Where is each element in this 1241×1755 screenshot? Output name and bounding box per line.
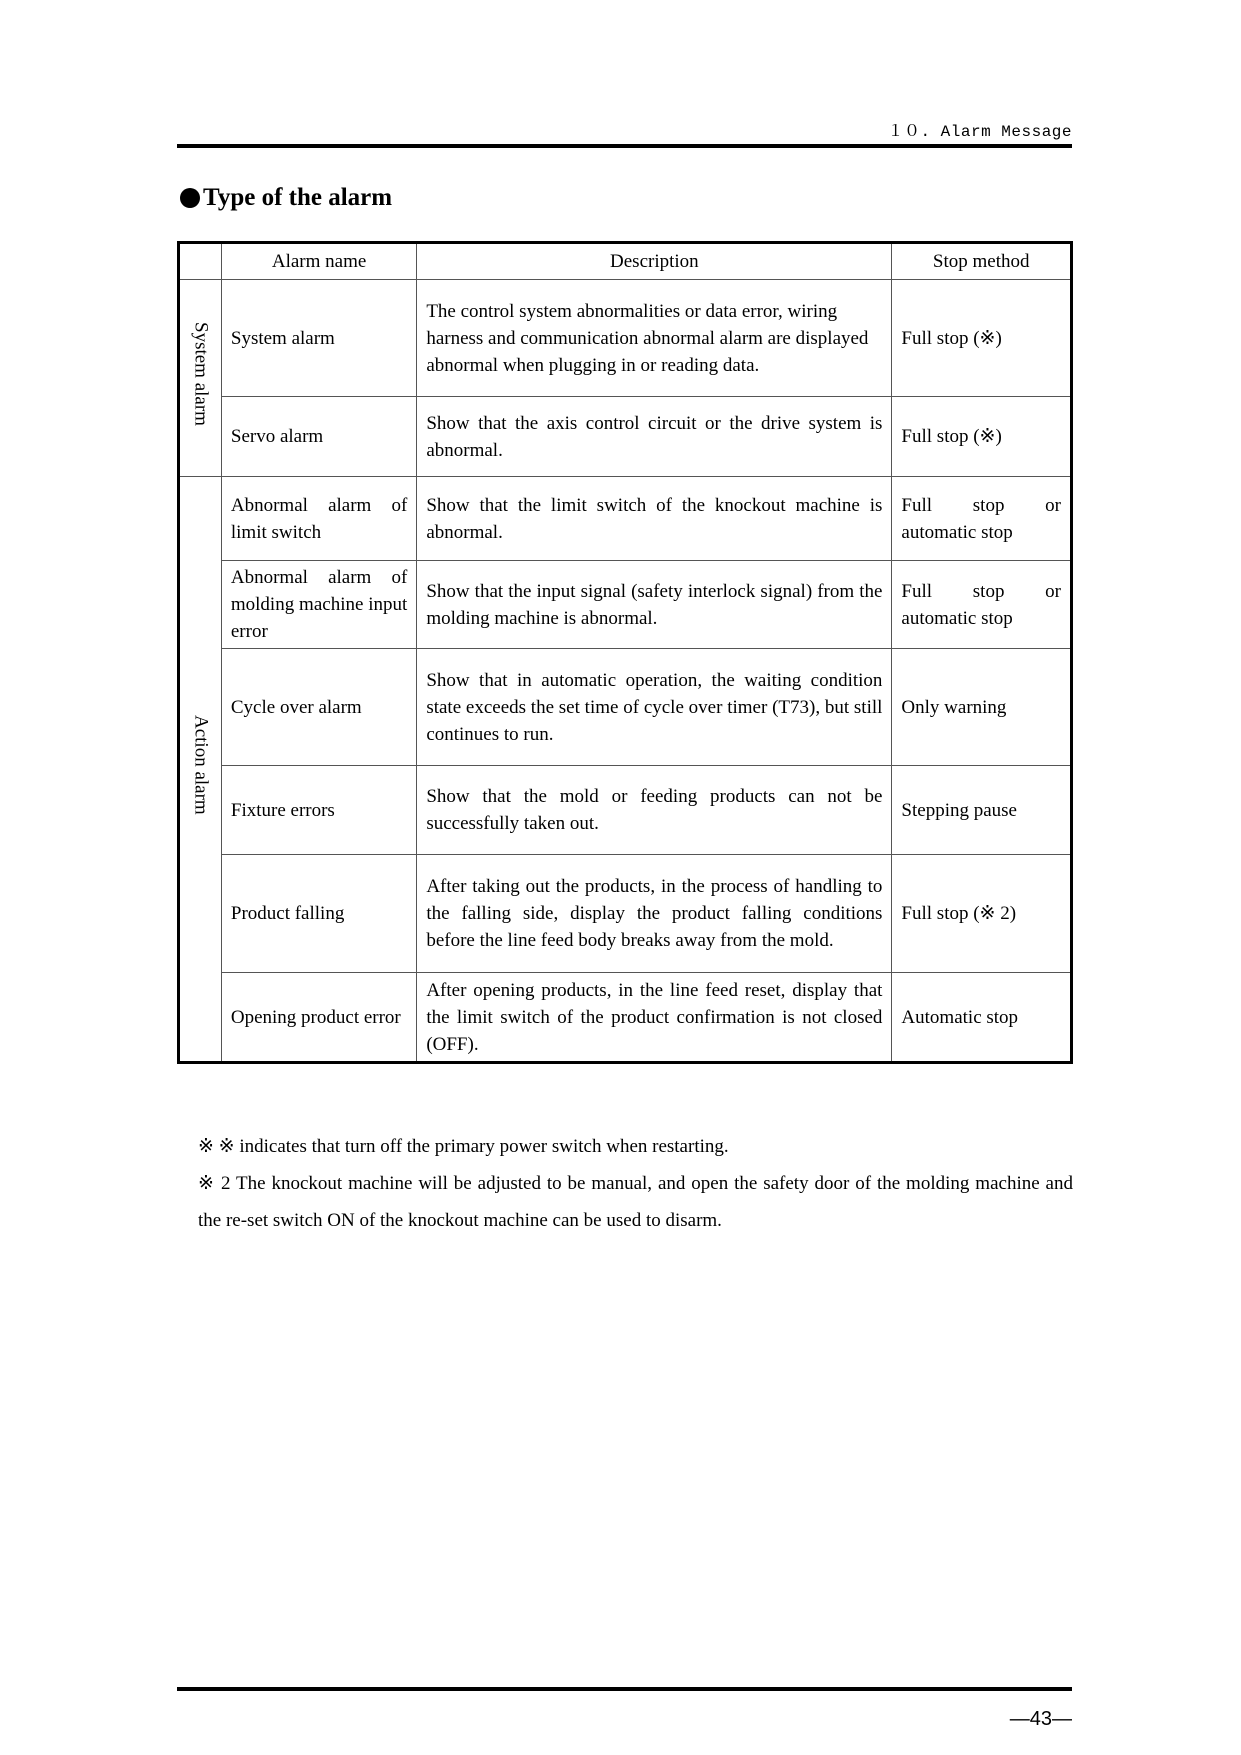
alarm-name-cell: Servo alarm: [221, 397, 416, 477]
category-label: System alarm: [190, 322, 212, 426]
alarm-name-cell: Fixture errors: [221, 766, 416, 855]
footnotes: [198, 1128, 1073, 1239]
section-title: [180, 184, 392, 212]
category-action-alarm: [179, 477, 222, 1063]
stop-method-cell: Full stop (※): [892, 397, 1072, 477]
description-cell: Show that the mold or feeding products can not be successfully taken out.: [417, 766, 892, 855]
stop-method-cell: Stepping pause: [892, 766, 1072, 855]
stop-method-cell: Full stop (※): [892, 280, 1072, 397]
section-title-text: Type of the alarm: [203, 184, 393, 211]
category-system-alarm: [179, 280, 222, 477]
description-cell: Show that the limit switch of the knockout machine is abnormal.: [417, 477, 892, 561]
table-row: [179, 561, 1072, 649]
description-cell: Show that in automatic operation, the waiting condition state exceeds the set time of cycle over timer (T73), but still continues to run.: [417, 649, 892, 766]
stop-method-cell: Only warning: [892, 649, 1072, 766]
table-row: [179, 397, 1072, 477]
category-label: Action alarm: [190, 715, 212, 815]
header-rule: [177, 144, 1072, 148]
table-header-row: [179, 243, 1072, 280]
table-row: [179, 280, 1072, 397]
stop-method-cell: Automatic stop: [892, 973, 1072, 1063]
table-row: [179, 973, 1072, 1063]
stop-method-cell: Full stop (※ 2): [892, 855, 1072, 973]
description-cell: Show that the input signal (safety interlock signal) from the molding machine is abnormal.: [417, 561, 892, 649]
table-row: [179, 855, 1072, 973]
footnote-1: ※ ※ indicates that turn off the primary power switch when restarting.: [198, 1136, 729, 1157]
column-header-alarm-name: Alarm name: [221, 243, 416, 280]
bullet-icon: [180, 188, 200, 208]
table-row: [179, 649, 1072, 766]
description-cell: After opening products, in the line feed reset, display that the limit switch of the product confirmation is not closed (OFF).: [417, 973, 892, 1063]
alarm-name-cell: Product falling: [221, 855, 416, 973]
table-row: [179, 766, 1072, 855]
page-number: —43—: [1009, 1708, 1072, 1730]
alarm-name-cell: Cycle over alarm: [221, 649, 416, 766]
column-header-description: Description: [417, 243, 892, 280]
alarm-name-cell: System alarm: [221, 280, 416, 397]
column-header-stop-method: Stop method: [892, 243, 1072, 280]
stop-method-cell: Full stop or automatic stop: [892, 477, 1072, 561]
alarm-type-table: [177, 241, 1073, 1064]
footer-rule: [177, 1687, 1072, 1691]
stop-method-cell: Full stop or automatic stop: [892, 561, 1072, 649]
running-header: １０. Alarm Message: [887, 123, 1072, 141]
description-cell: The control system abnormalities or data error, wiring harness and communication abnormal alarm are displayed abnormal when plugging in or reading data.: [417, 280, 892, 397]
table-row: [179, 477, 1072, 561]
column-header-category: [179, 243, 222, 280]
alarm-name-cell: Abnormal alarm of molding machine input error: [221, 561, 416, 649]
description-cell: Show that the axis control circuit or the drive system is abnormal.: [417, 397, 892, 477]
alarm-name-cell: Abnormal alarm of limit switch: [221, 477, 416, 561]
alarm-name-cell: Opening product error: [221, 973, 416, 1063]
description-cell: After taking out the products, in the process of handling to the falling side, display the product falling conditions before the line feed body breaks away from the mold.: [417, 855, 892, 973]
footnote-2: ※ 2 The knockout machine will be adjusted to be manual, and open the safety door of the molding machine and the re-set switch ON of the knockout machine can be used to disarm.: [198, 1173, 1073, 1231]
